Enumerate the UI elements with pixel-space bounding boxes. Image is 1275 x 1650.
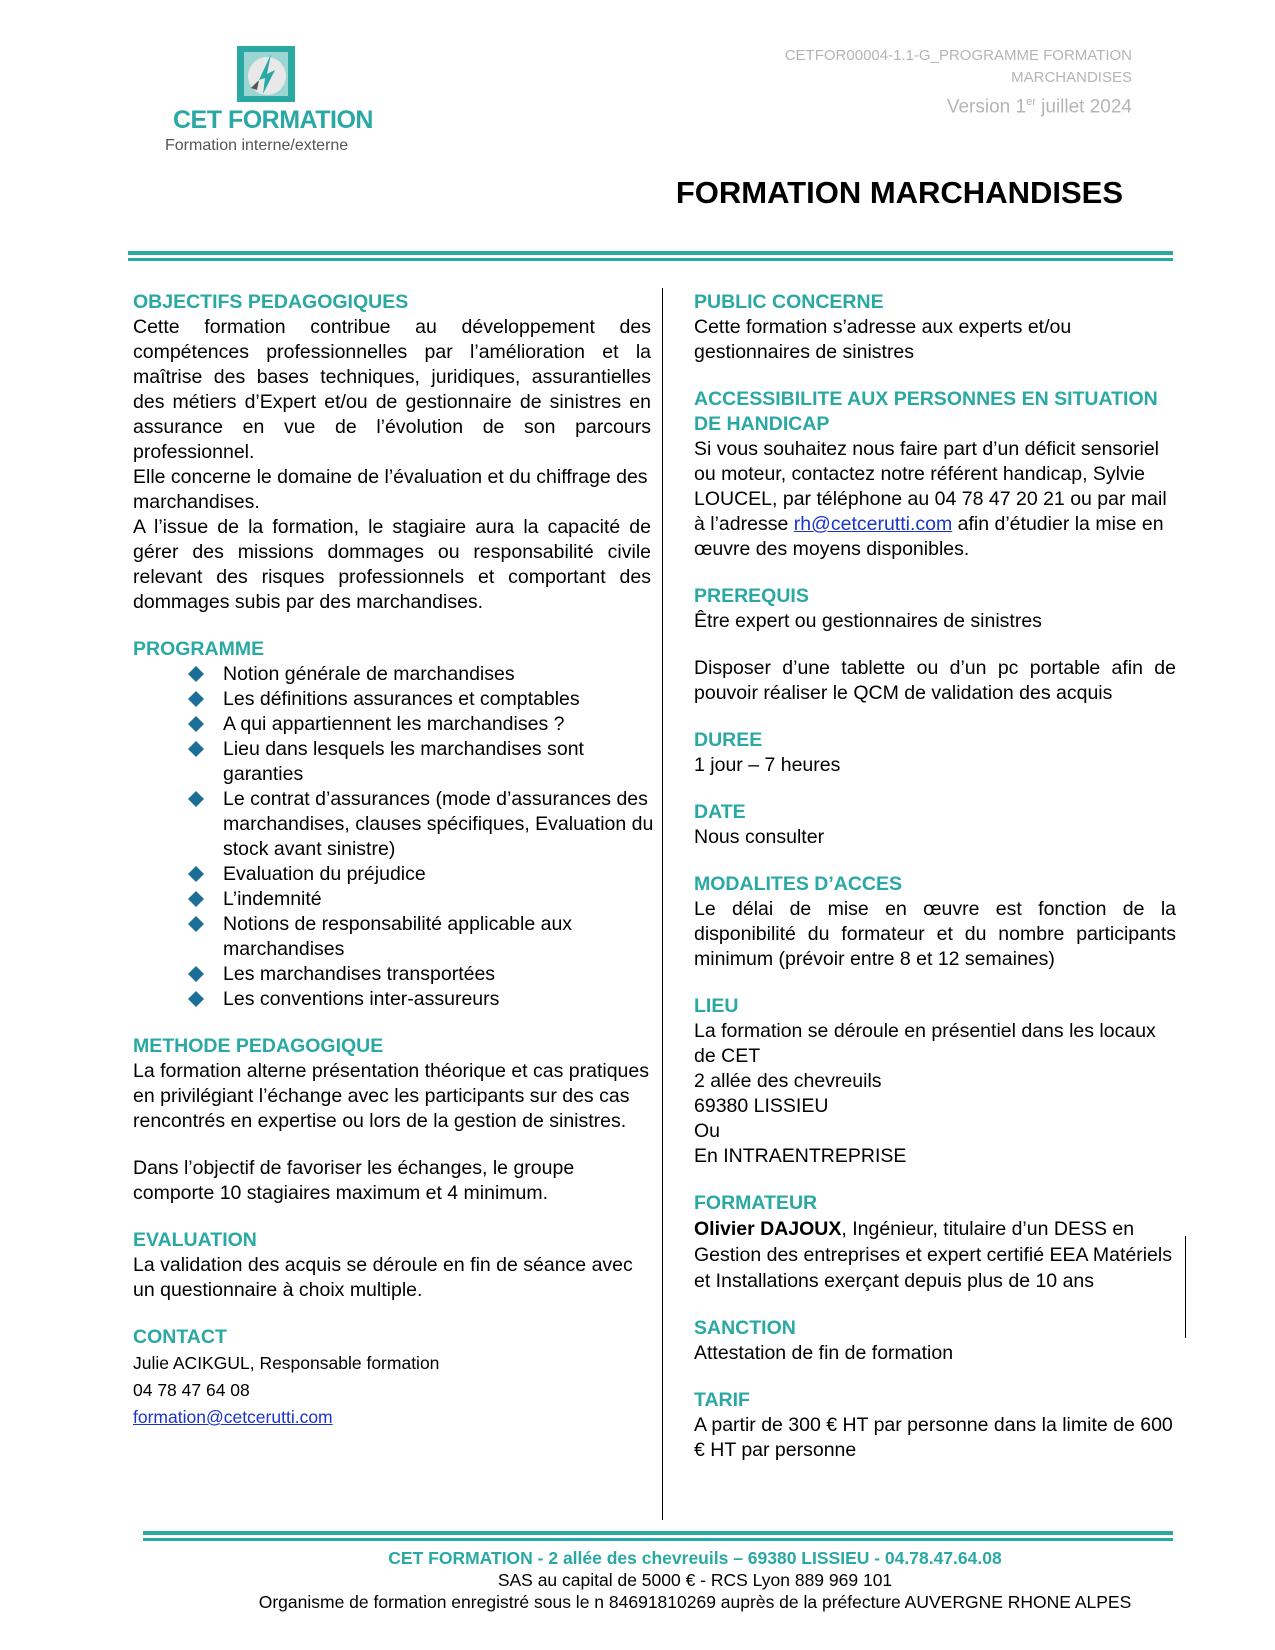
diamond-bullet-icon (187, 990, 205, 1008)
programme-list (133, 662, 668, 1012)
tarif-heading: TARIF (694, 1389, 750, 1411)
formateur-heading: FORMATEUR (694, 1192, 818, 1214)
public-heading: PUBLIC CONCERNE (694, 291, 884, 313)
objectifs-paragraph-2: Elle concerne le domaine de l’évaluation et du chiffrage des marchandises. (133, 466, 648, 513)
formateur-description: , Ingénieur, titulaire d’un DESS en Gestion des entreprises et expert certifié EEA Matériels et Installations exerçant depuis plus de 10 ans (694, 1218, 1172, 1292)
programme-item-text: A qui appartiennent les marchandises ? (223, 713, 565, 735)
reference-line-1: CETFOR00004-1.1-G_PROGRAMME FORMATION (784, 47, 1132, 64)
programme-heading: PROGRAMME (133, 638, 265, 660)
contact-heading: CONTACT (133, 1326, 227, 1348)
programme-item-text: Le contrat d’assurances (mode d’assurances des marchandises, clauses spécifiques, Evaluation du stock avant sinistre) (223, 788, 654, 860)
programme-item-text: Les conventions inter-assureurs (223, 988, 500, 1010)
accessibilite-text-before: Si vous souhaitez nous faire part d’un déficit sensoriel ou moteur, contactez notre référent handicap, Sylvie LOUCEL, par téléphone au 04 78 47 20 21 ou par mail à l’adresse (694, 438, 1167, 535)
list-item (223, 987, 668, 1012)
lieu-line: Ou (694, 1120, 721, 1142)
date-heading: DATE (694, 801, 746, 823)
header-divider (128, 251, 1173, 262)
reference-line-2: MARCHANDISES (1011, 69, 1132, 86)
accessibilite-text-after: afin d’étudier la mise en œuvre des moyens disponibles. (694, 513, 1164, 560)
diamond-bullet-icon (187, 965, 205, 983)
cet-logo-icon (237, 46, 295, 102)
programme-item-text: Notion générale de marchandises (223, 663, 515, 685)
footer-company-info: SAS au capital de 5000 € - RCS Lyon 889 969 101 (497, 1570, 893, 1590)
programme-item-text: Les marchandises transportées (223, 963, 496, 985)
right-column (694, 290, 1176, 1463)
formateur-text (694, 1216, 1174, 1294)
formateur-border (1185, 1236, 1186, 1338)
lieu-line: 69380 LISSIEU (694, 1095, 829, 1117)
duree-heading: DUREE (694, 729, 763, 751)
objectifs-paragraph-3: A l’issue de la formation, le stagiaire aura la capacité de gérer des missions dommages ou responsabilité civile relevant des risques professionnels et comportant des dommages subis par des marchandises. (133, 516, 651, 613)
list-item (223, 712, 668, 737)
diamond-bullet-icon (187, 865, 205, 883)
tarif-text: A partir de 300 € HT par personne dans la limite de 600 € HT par personne (694, 1414, 1173, 1461)
diamond-bullet-icon (187, 665, 205, 683)
programme-item-text: L’indemnité (223, 888, 322, 910)
accessibilite-text (694, 437, 1176, 562)
document-reference (785, 45, 1132, 120)
list-item (223, 962, 668, 987)
footer-divider (143, 1531, 1173, 1542)
diamond-bullet-icon (187, 790, 205, 808)
programme-item-text: Lieu dans lesquels les marchandises sont garanties (223, 738, 584, 785)
contact-name: Julie ACIKGUL, Responsable formation (133, 1353, 440, 1373)
list-item (223, 887, 668, 912)
diamond-bullet-icon (187, 740, 205, 758)
lieu-line: 2 allée des chevreuils (694, 1070, 882, 1092)
list-item (223, 687, 668, 712)
formateur-name: Olivier DAJOUX (694, 1218, 842, 1240)
methode-paragraph-2: Dans l’objectif de favoriser les échanges, le groupe comporte 10 stagiaires maximum et 4 minimum. (133, 1157, 575, 1204)
prerequis-heading: PREREQUIS (694, 585, 809, 607)
evaluation-heading: EVALUATION (133, 1229, 257, 1251)
programme-item-text: Evaluation du préjudice (223, 863, 426, 885)
list-item (223, 662, 668, 687)
methode-heading: METHODE PEDAGOGIQUE (133, 1035, 384, 1057)
methode-paragraph-1: La formation alterne présentation théorique et cas pratiques en privilégiant l’échange avec les participants sur des cas rencontrés en expertise ou lors de la gestion de sinistres. (133, 1060, 649, 1132)
list-item (223, 787, 668, 862)
diamond-bullet-icon (187, 690, 205, 708)
diamond-bullet-icon (187, 890, 205, 908)
list-item (223, 862, 668, 887)
version-prefix: Version 1 (946, 96, 1027, 118)
objectifs-paragraph-1: Cette formation contribue au développement des compétences professionnelles par l’amélioration et la maîtrise des bases techniques, juridiques, assurantielles des métiers d’Expert et/ou de gestionnaire de sinistres en assurance en vue de l’évolution de son parcours professionnel. (133, 316, 651, 463)
contact-email-link[interactable]: formation@cetcerutti.com (133, 1407, 333, 1427)
version-suffix: juillet 2024 (1035, 96, 1132, 118)
prerequis-paragraph-2: Disposer d’une tablette ou d’un pc portable afin de pouvoir réaliser le QCM de validation des acquis (694, 657, 1176, 704)
lieu-heading: LIEU (694, 995, 739, 1017)
modalites-text: Le délai de mise en œuvre est fonction de la disponibilité du formateur et du nombre participants minimum (prévoir entre 8 et 12 semaines) (694, 898, 1176, 970)
prerequis-paragraph-1: Être expert ou gestionnaires de sinistres (694, 610, 1042, 632)
diamond-bullet-icon (187, 715, 205, 733)
programme-item-text: Notions de responsabilité applicable aux marchandises (223, 913, 573, 960)
date-text: Nous consulter (694, 826, 825, 848)
list-item (223, 737, 668, 787)
public-text: Cette formation s’adresse aux experts et/ou gestionnaires de sinistres (694, 316, 1072, 363)
modalites-heading: MODALITES D’ACCES (694, 873, 903, 895)
footer-address: CET FORMATION - 2 allée des chevreuils – 69380 LISSIEU - 04.78.47.64.08 (388, 1548, 1002, 1568)
footer-registration: Organisme de formation enregistré sous le n 84691810269 auprès de la préfecture AUVERGNE RHONE ALPES (258, 1592, 1132, 1612)
objectifs-heading: OBJECTIFS PEDAGOGIQUES (133, 291, 409, 313)
duree-text: 1 jour – 7 heures (694, 754, 841, 776)
lieu-line: En INTRAENTREPRISE (694, 1145, 907, 1167)
version-superscript: er (1026, 96, 1036, 108)
evaluation-text: La validation des acquis se déroule en fin de séance avec un questionnaire à choix multiple. (133, 1254, 633, 1301)
diamond-bullet-icon (187, 915, 205, 933)
accessibilite-heading: ACCESSIBILITE AUX PERSONNES EN SITUATION DE HANDICAP (694, 388, 1158, 435)
page-title: FORMATION MARCHANDISES (675, 175, 1123, 210)
sanction-heading: SANCTION (694, 1317, 796, 1339)
handicap-email-link[interactable]: rh@cetcerutti.com (793, 513, 953, 535)
sanction-text: Attestation de fin de formation (694, 1342, 954, 1364)
logo-subtitle: Formation interne/externe (165, 137, 349, 154)
left-column (133, 290, 654, 1431)
version-line (785, 89, 1132, 120)
programme-item-text: Les définitions assurances et comptables (223, 688, 580, 710)
contact-block (133, 1350, 651, 1431)
lieu-line: La formation se déroule en présentiel dans les locaux de CET (694, 1020, 1156, 1067)
logo-name: CET FORMATION (173, 106, 373, 134)
list-item (223, 912, 668, 962)
footer (0, 1547, 1275, 1613)
contact-phone: 04 78 47 64 08 (133, 1380, 250, 1400)
